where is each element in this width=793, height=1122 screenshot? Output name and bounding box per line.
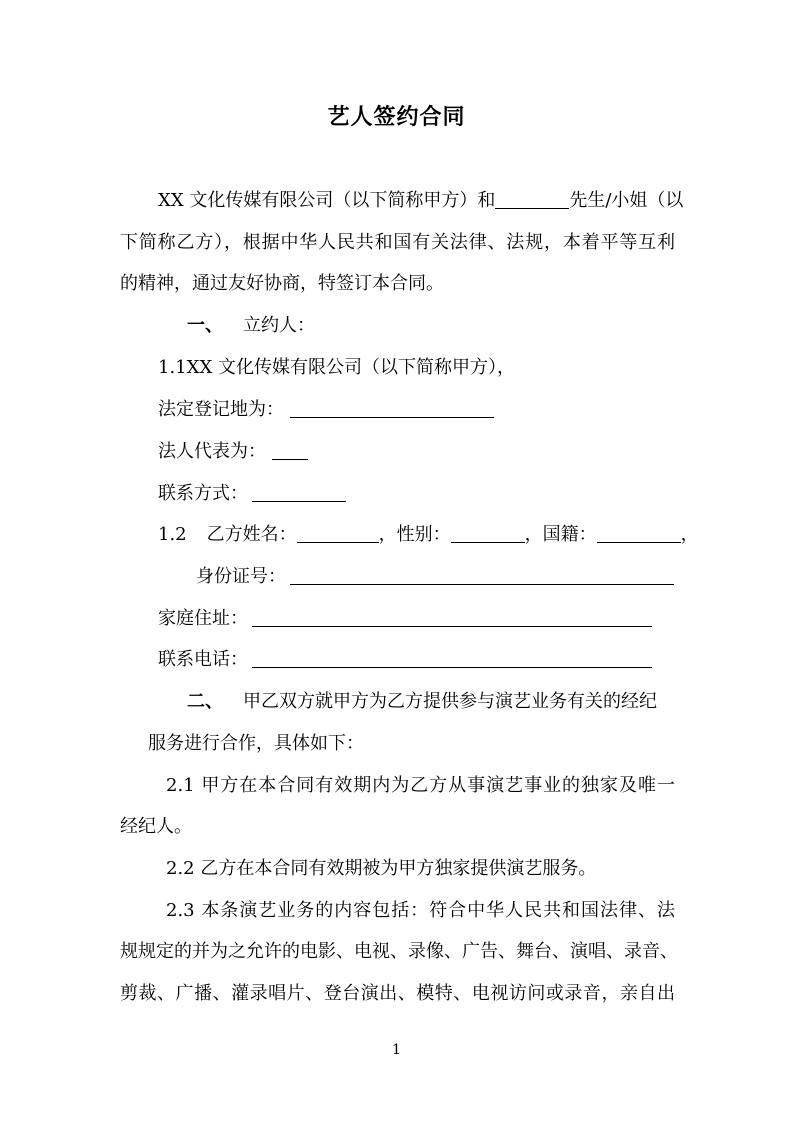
party-b-info-row [158,522,699,548]
item-2-3-line-1: 2.3 本条演艺业务的内容包括：符合中华人民共和国法律、法 [166,900,675,921]
address-row [158,606,652,632]
section-1-heading: 立约人： [243,315,315,336]
intro-line-1 [158,188,683,214]
intro-line-1-text-b: 先生/小姐（以 [569,190,684,211]
item-2-3-line-2: 规规定的并为之允许的电影、电视、录像、广告、舞台、演唱、录音、 [120,941,678,962]
contact-row [158,481,346,507]
legal-address-blank [290,399,494,418]
intro-line-2: 下简称乙方），根据中华人民共和国有关法律、法规，本着平等互利 [120,232,675,253]
nationality-blank [597,524,681,543]
address-label: 家庭住址： [158,608,248,629]
legal-rep-blank [272,441,308,460]
legal-address-label: 法定登记地为： [158,399,284,420]
legal-rep-row [158,439,308,465]
item-2-2: 2.2 乙方在本合同有效期被为甲方独家提供演艺服务。 [166,858,597,879]
contact-blank [252,483,346,502]
phone-blank [252,649,652,668]
id-label: 身份证号： [196,566,286,587]
contract-title: 艺人签约合同 [327,105,466,130]
section-2-number: 二、 [187,691,223,712]
item-1-2-number: 1.2 [158,524,187,545]
name-blank [297,524,379,543]
address-blank [252,608,652,627]
item-2-1-line-2: 经纪人。 [120,816,192,837]
id-blank [290,566,674,585]
phone-row [158,647,652,673]
item-1-1: 1.1XX 文化传媒有限公司（以下简称甲方）， [158,357,515,378]
section-2-heading-line-1: 甲乙双方就甲方为乙方提供参与演艺业务有关的经纪 [243,691,657,712]
id-row [196,564,674,590]
legal-rep-label: 法人代表为： [158,441,266,462]
page-number: 1 [392,1042,401,1058]
gender-label: ，性别： [378,524,451,545]
phone-label: 联系电话： [158,649,248,670]
gender-blank [451,524,525,543]
section-1-number: 一、 [187,315,223,336]
intro-line-3: 的精神，通过友好协商，特签订本合同。 [120,273,444,294]
party-b-name-blank [495,190,569,209]
intro-line-1-text-a: XX 文化传媒有限公司（以下简称甲方）和 [158,190,496,211]
trailing-comma: ， [680,524,699,545]
name-label: 乙方姓名： [206,524,297,545]
nationality-label: ，国籍： [524,524,597,545]
legal-address-row [158,397,494,423]
item-2-3-line-3: 剪裁、广播、灌录唱片、登台演出、模特、电视访问或录音，亲自出 [120,983,675,1004]
section-2-heading-line-2: 服务进行合作，具体如下： [148,733,364,754]
contact-label: 联系方式： [158,483,248,504]
item-2-1-line-1: 2.1 甲方在本合同有效期内为乙方从事演艺事业的独家及唯一 [166,775,675,796]
